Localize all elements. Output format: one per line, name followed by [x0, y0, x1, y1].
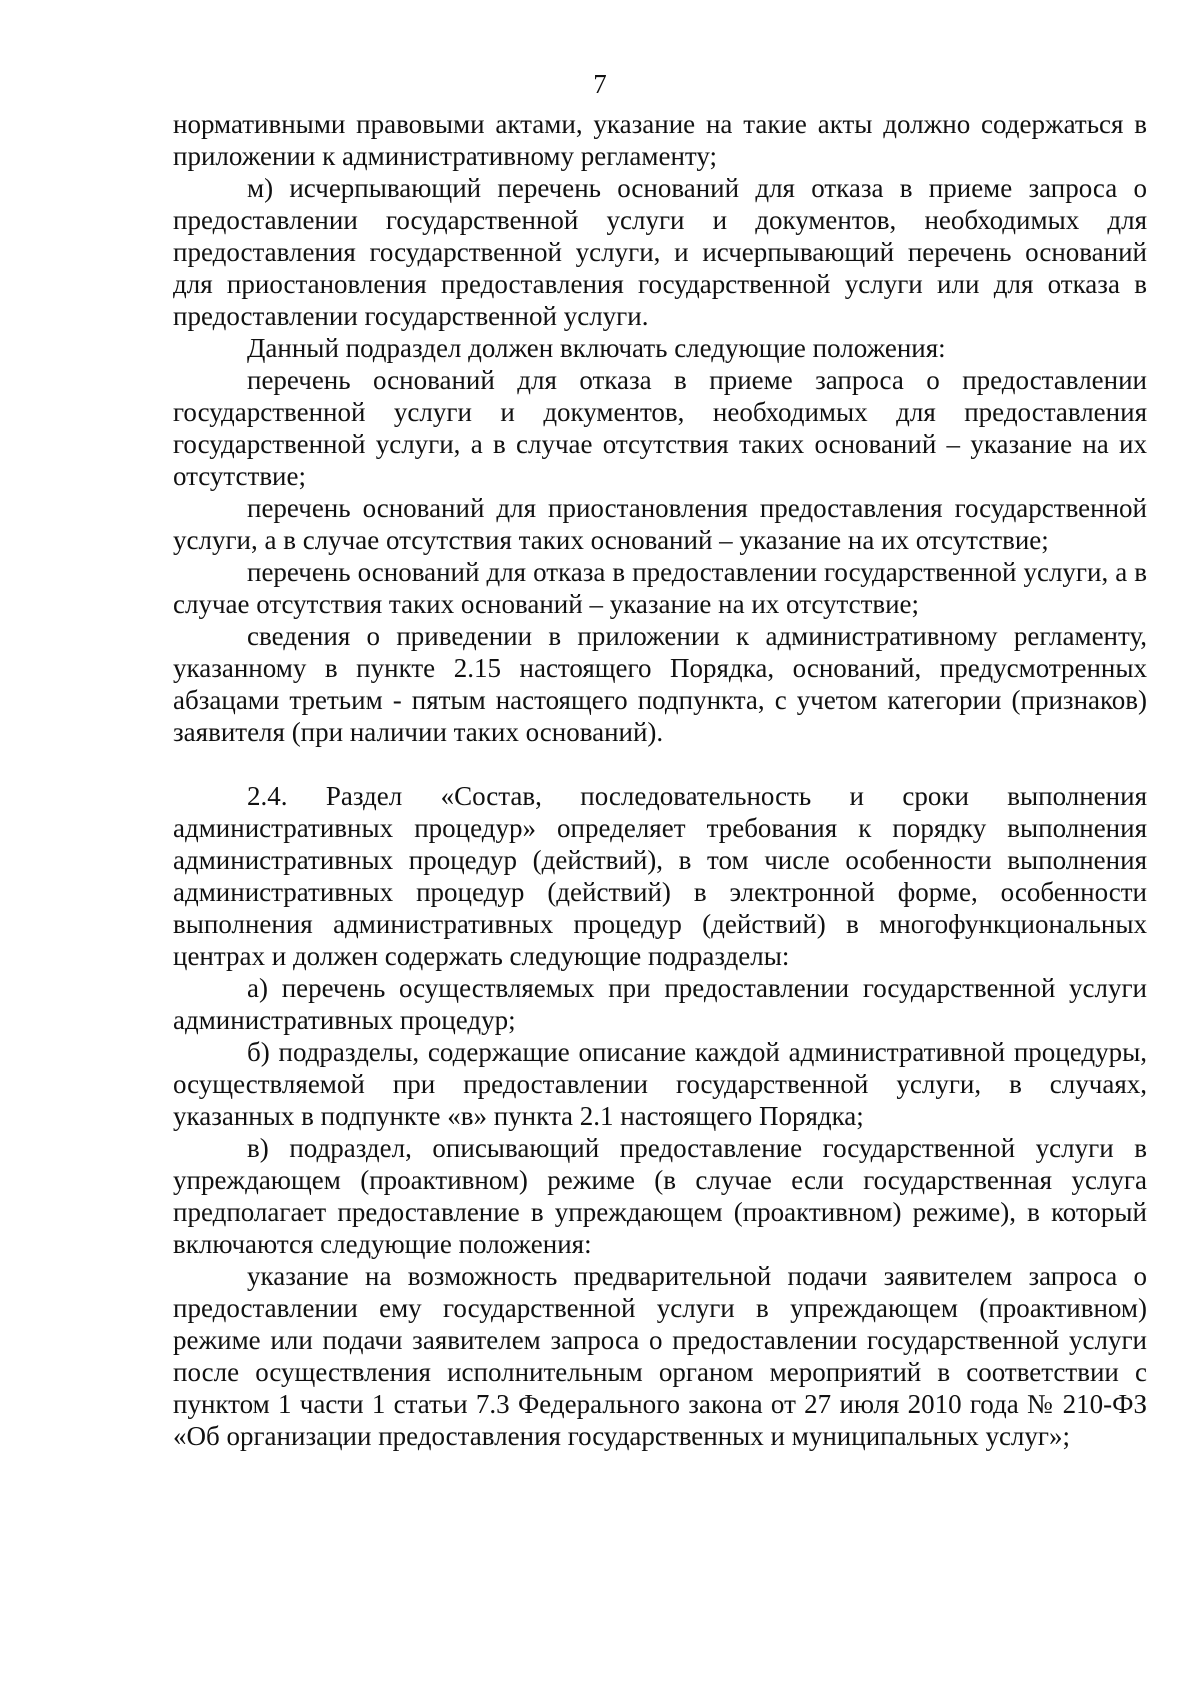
paragraph-appendix-info: сведения о приведении в приложении к административному регламенту, указанному в пункте 2.15 настоящего Порядка, оснований, предусмотренных абзацами третьим - пятым настоящего подпункта, с учетом категории (признаков) заявителя (при наличии таких оснований). — [173, 621, 1147, 747]
paragraph-item-a: а) перечень осуществляемых при предоставлении государственной услуги административных процедур; — [173, 973, 1147, 1035]
paragraph-item-b: б) подразделы, содержащие описание каждой административной процедуры, осуществляемой при предоставлении государственной услуги, в случаях, указанных в подпункте «в» пункта 2.1 настоящего Порядка; — [173, 1037, 1147, 1131]
document-body — [173, 108, 1147, 1452]
paragraph-subsection-intro: Данный подраздел должен включать следующие положения: — [247, 333, 946, 363]
paragraph-item-m: м) исчерпывающий перечень оснований для отказа в приеме запроса о предоставлении государственной услуги и документов, необходимых для предоставления государственной услуги, и исчерпывающий перечень оснований для приостановления предоставления государственной услуги или для отказа в предоставлении государственной услуги. — [173, 173, 1147, 331]
paragraph-refusal-provision: перечень оснований для отказа в предоставлении государственной услуги, а в случае отсутствия таких оснований – указание на их отсутствие; — [173, 557, 1147, 619]
paragraph-item-v: в) подраздел, описывающий предоставление государственной услуги в упреждающем (проактивном) режиме (в случае если государственная услуга предполагает предоставление в упреждающем (проактивном) режиме), в который включаются следующие положения: — [173, 1133, 1147, 1259]
paragraph-suspension: перечень оснований для приостановления предоставления государственной услуги, а в случае отсутствия таких оснований – указание на их отсутствие; — [173, 493, 1147, 555]
paragraph-section-2-4: 2.4. Раздел «Состав, последовательность и сроки выполнения административных процедур» определяет требования к порядку выполнения административных процедур (действий), в том числе особенности выполнения административных процедур (действий) в электронной форме, особенности выполнения административных процедур (действий) в многофункциональных центрах и должен содержать следующие подразделы: — [173, 781, 1147, 971]
page-number: 7 — [593, 69, 607, 99]
paragraph-proactive-mode: указание на возможность предварительной подачи заявителем запроса о предоставлении ему государственной услуги в упреждающем (проактивном) режиме или подачи заявителем запроса о предоставлении государственной услуги после осуществления исполнительным органом мероприятий в соответствии с пунктом 1 части 1 статьи 7.3 Федерального закона от 27 июля 2010 года № 210-ФЗ «Об организации предоставления государственных и муниципальных услуг»; — [173, 1261, 1147, 1451]
paragraph-continuation: нормативными правовыми актами, указание на такие акты должно содержаться в приложении к административному регламенту; — [173, 109, 1147, 171]
paragraph-refusal-reception: перечень оснований для отказа в приеме запроса о предоставлении государственной услуги и документов, необходимых для предоставления государственной услуги, а в случае отсутствия таких оснований – указание на их отсутствие; — [173, 365, 1147, 491]
